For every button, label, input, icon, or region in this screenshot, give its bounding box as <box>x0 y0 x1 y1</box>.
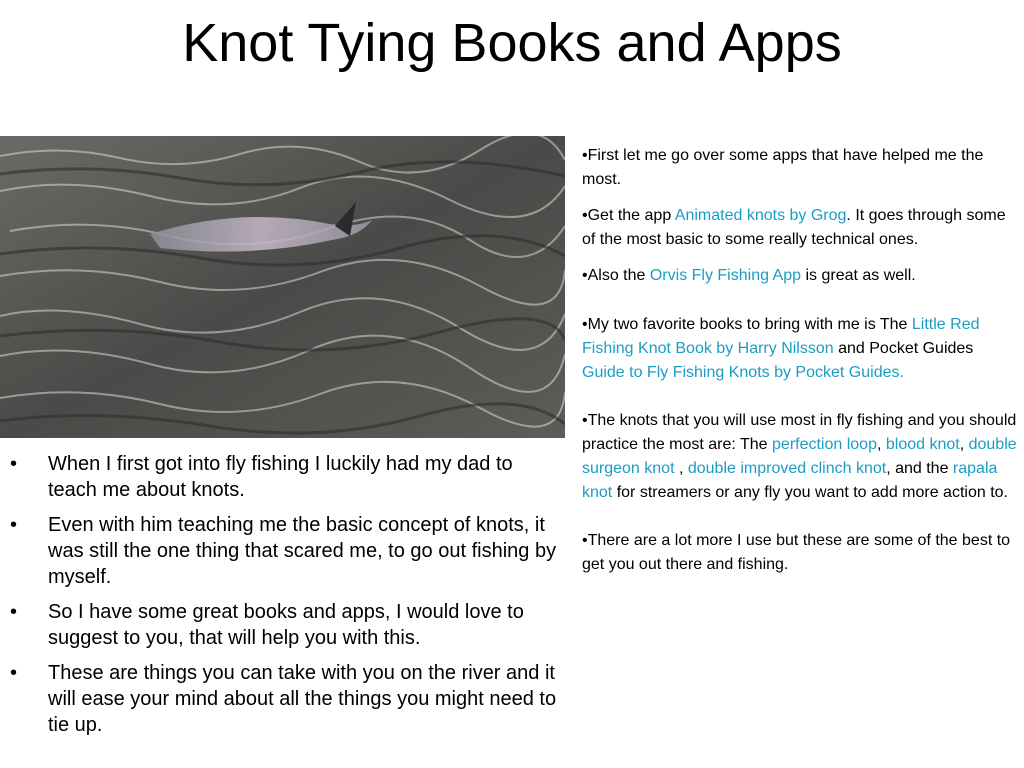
trout-in-river-photo <box>0 136 565 438</box>
list-item <box>0 660 560 738</box>
closing-paragraph: •There are a lot more I use but these are some of the best to get you out there and fishing. <box>582 532 1011 573</box>
left-bullet-list <box>0 451 560 747</box>
orvis-app-link[interactable]: Orvis Fly Fishing App <box>649 267 802 284</box>
animated-knots-paragraph: •Get the app Animated knots by Grog. It goes through some of the most basic to some really technical ones. <box>582 207 1006 248</box>
list-item <box>0 599 560 651</box>
right-text-column <box>582 144 1017 577</box>
pocket-guide-link[interactable]: Guide to Fly Fishing Knots by Pocket Guides. <box>582 364 904 381</box>
slide-title: Knot Tying Books and Apps <box>182 13 842 73</box>
list-item-text: Even with him teaching me the basic concept of knots, it was still the one thing that scared me, to go out fishing by myself. <box>48 514 557 588</box>
rapala-knot-link[interactable]: rapala knot <box>582 460 998 501</box>
list-item-text: When I first got into fly fishing I luckily had my dad to teach me about knots. <box>48 453 513 501</box>
books-paragraph: •My two favorite books to bring with me is The Little Red Fishing Knot Book by Harry Nilsson and Pocket Guides Guide to Fly Fishing Knots by Pocket Guides. <box>582 316 980 381</box>
bullet-glyph: • <box>10 662 18 684</box>
blood-knot-link[interactable]: blood knot <box>885 436 960 453</box>
list-item-text: These are things you can take with you on the river and it will ease your mind about all the things you might need to tie up. <box>48 662 557 736</box>
bullet-glyph: • <box>10 514 18 536</box>
bullet-glyph: • <box>10 453 18 475</box>
knots-paragraph: •The knots that you will use most in fly fishing and you should practice the most are: The perfection loop, blood knot, double surgeon knot , double improved clinch knot, and the rapala knot for streamers or any fly you want to add more action to. <box>582 412 1017 501</box>
double-improved-clinch-knot-link[interactable]: double improved clinch knot <box>687 460 887 477</box>
list-item <box>0 451 560 503</box>
river-water-image <box>0 136 565 438</box>
list-item-text: So I have some great books and apps, I would love to suggest to you, that will help you with this. <box>48 601 524 649</box>
orvis-paragraph: •Also the Orvis Fly Fishing App is great as well. <box>582 267 916 284</box>
bullet-glyph: • <box>10 601 18 623</box>
animated-knots-link[interactable]: Animated knots by Grog <box>674 207 847 224</box>
little-red-book-link[interactable]: Little Red Fishing Knot Book by Harry Nilsson <box>582 316 980 357</box>
double-surgeon-knot-link[interactable]: double surgeon knot <box>582 436 1017 477</box>
list-item <box>0 512 560 590</box>
intro-paragraph: •First let me go over some apps that have helped me the most. <box>582 147 984 188</box>
perfection-loop-link[interactable]: perfection loop <box>772 436 877 453</box>
